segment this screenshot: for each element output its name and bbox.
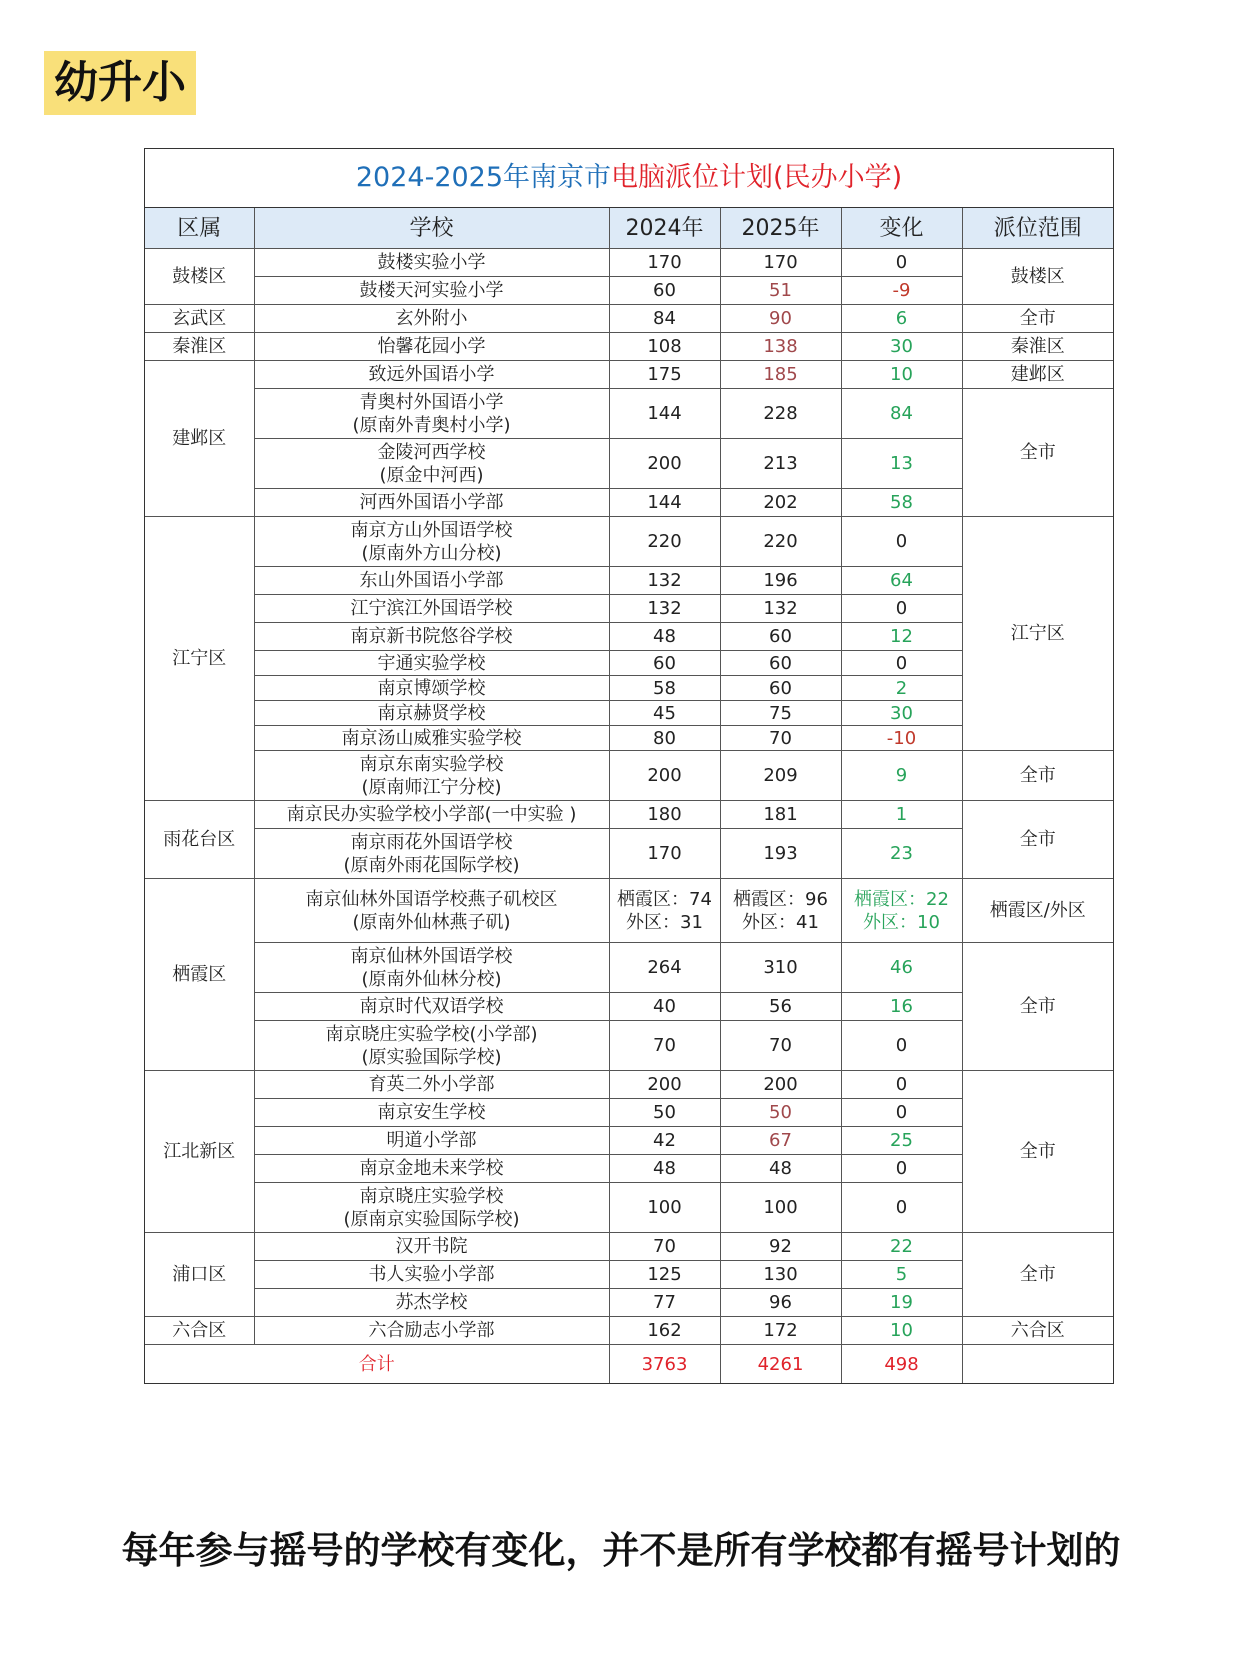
cell-line: 南京时代双语学校: [359, 996, 504, 1017]
change-cell: 64: [841, 567, 962, 595]
school-name-cell: [254, 651, 609, 676]
change-cell: 0: [841, 1071, 962, 1099]
district-cell: 江宁区: [145, 517, 254, 801]
change-cell: 19: [841, 1289, 962, 1317]
change-cell: 10: [841, 361, 962, 389]
total-2025-cell: 4261: [720, 1345, 841, 1384]
value-2025-cell: 60: [720, 623, 841, 651]
table-row: [145, 389, 1113, 439]
total-range-cell: [962, 1345, 1113, 1384]
value-2025-cell: 138: [720, 333, 841, 361]
cell-line: (原南外仙林分校): [361, 968, 502, 990]
cell-line: 南京新书院悠谷学校: [350, 626, 513, 647]
total-row: [145, 1345, 1113, 1384]
district-cell: 雨花台区: [145, 801, 254, 879]
table-row: [145, 943, 1113, 993]
school-name-cell: [254, 1127, 609, 1155]
cell-line: 南京安生学校: [377, 1102, 486, 1123]
school-name-cell: [254, 1289, 609, 1317]
value-2024-cell: 132: [609, 595, 720, 623]
school-name-cell: [254, 489, 609, 517]
change-cell: 0: [841, 1021, 962, 1071]
school-name-cell: [254, 1071, 609, 1099]
value-2024-cell: 144: [609, 489, 720, 517]
header-2025: 2025年: [720, 208, 841, 249]
table-body: [145, 249, 1113, 1384]
cell-line: 河西外国语小学部: [359, 492, 504, 513]
school-name-cell: [254, 1099, 609, 1127]
cell-line: 外区：41: [742, 911, 819, 933]
value-2024-cell: 200: [609, 439, 720, 489]
school-name-cell: [254, 1155, 609, 1183]
change-cell: 12: [841, 623, 962, 651]
value-2024-cell: 108: [609, 333, 720, 361]
table-row: [145, 361, 1113, 389]
change-cell: 30: [841, 333, 962, 361]
change-cell: 16: [841, 993, 962, 1021]
range-cell: 全市: [962, 943, 1113, 1071]
range-cell: 鼓楼区: [962, 249, 1113, 305]
school-name-cell: [254, 726, 609, 751]
value-2025-cell: 96: [720, 1289, 841, 1317]
cell-line: 青奥村外国语小学: [359, 391, 504, 413]
header-school: 学校: [254, 208, 609, 249]
cell-line: 南京汤山威雅实验学校: [341, 727, 522, 749]
cell-line: 南京民办实验学校小学部(一中实验 ): [286, 804, 577, 825]
value-2025-cell: 213: [720, 439, 841, 489]
table-row: [145, 1317, 1113, 1345]
value-2025-cell: 51: [720, 277, 841, 305]
table-row: [145, 517, 1113, 567]
value-2024-cell: 132: [609, 567, 720, 595]
value-2025-cell: 48: [720, 1155, 841, 1183]
value-2024-cell: [609, 879, 720, 943]
change-cell: 58: [841, 489, 962, 517]
cell-line: 汉开书院: [395, 1236, 468, 1257]
district-cell: 秦淮区: [145, 333, 254, 361]
cell-line: (原南外仙林燕子矶): [352, 911, 511, 933]
value-2025-cell: 185: [720, 361, 841, 389]
cell-line: 怡馨花园小学: [377, 336, 486, 357]
total-label-cell: 合计: [145, 1345, 609, 1384]
range-cell: 建邺区: [962, 361, 1113, 389]
value-2025-cell: 67: [720, 1127, 841, 1155]
value-2025-cell: 100: [720, 1183, 841, 1233]
value-2024-cell: 48: [609, 1155, 720, 1183]
cell-line: (原南京实验国际学校): [343, 1208, 520, 1230]
district-cell: 鼓楼区: [145, 249, 254, 305]
footer-note: 每年参与摇号的学校有变化，并不是所有学校都有摇号计划的: [121, 1529, 1121, 1572]
school-name-cell: [254, 1317, 609, 1345]
value-2024-cell: 40: [609, 993, 720, 1021]
value-2024-cell: 170: [609, 249, 720, 277]
cell-line: 明道小学部: [386, 1130, 477, 1151]
value-2025-cell: 228: [720, 389, 841, 439]
range-cell: 秦淮区: [962, 333, 1113, 361]
change-cell: 0: [841, 1155, 962, 1183]
cell-line: 栖霞区：96: [733, 888, 828, 910]
change-cell: 1: [841, 801, 962, 829]
range-cell: 全市: [962, 1071, 1113, 1233]
allocation-table-card: [144, 148, 1114, 1384]
school-name-cell: [254, 701, 609, 726]
header-district: 区属: [145, 208, 254, 249]
cell-line: (原金中河西): [379, 464, 484, 486]
cell-line: (原南师江宁分校): [361, 776, 502, 798]
cell-line: 南京东南实验学校: [359, 753, 504, 775]
change-cell: 23: [841, 829, 962, 879]
change-cell: 0: [841, 651, 962, 676]
cell-line: (原南外青奥村小学): [352, 414, 511, 436]
cell-line: 南京晓庄实验学校: [359, 1185, 504, 1207]
school-name-cell: [254, 517, 609, 567]
school-name-cell: [254, 993, 609, 1021]
value-2024-cell: 144: [609, 389, 720, 439]
change-cell: -10: [841, 726, 962, 751]
cell-line: (原南外雨花国际学校): [343, 854, 520, 876]
school-name-cell: [254, 623, 609, 651]
value-2025-cell: 56: [720, 993, 841, 1021]
value-2025-cell: 75: [720, 701, 841, 726]
school-name-cell: [254, 249, 609, 277]
value-2024-cell: 60: [609, 651, 720, 676]
school-name-cell: [254, 277, 609, 305]
value-2025-cell: 172: [720, 1317, 841, 1345]
range-cell: 栖霞区/外区: [962, 879, 1113, 943]
value-2024-cell: 100: [609, 1183, 720, 1233]
range-cell: 全市: [962, 1233, 1113, 1317]
cell-line: (原南外方山分校): [361, 542, 502, 564]
table-row: [145, 751, 1113, 801]
change-cell: 84: [841, 389, 962, 439]
value-2025-cell: 220: [720, 517, 841, 567]
change-cell: 13: [841, 439, 962, 489]
total-change-cell: 498: [841, 1345, 962, 1384]
change-cell: 0: [841, 595, 962, 623]
cell-line: 金陵河西学校: [377, 441, 486, 463]
change-cell: 30: [841, 701, 962, 726]
value-2024-cell: 70: [609, 1021, 720, 1071]
school-name-cell: [254, 801, 609, 829]
value-2025-cell: 196: [720, 567, 841, 595]
value-2024-cell: 200: [609, 751, 720, 801]
range-cell: 江宁区: [962, 517, 1113, 751]
cell-line: 南京仙林外国语学校燕子矶校区: [305, 888, 558, 910]
cell-line: 鼓楼实验小学: [377, 252, 486, 273]
value-2025-cell: 130: [720, 1261, 841, 1289]
value-2024-cell: 220: [609, 517, 720, 567]
header-2024: 2024年: [609, 208, 720, 249]
cell-line: (原实验国际学校): [361, 1046, 502, 1068]
cell-line: 南京方山外国语学校: [350, 519, 513, 541]
cell-line: 南京雨花外国语学校: [350, 831, 513, 853]
school-name-cell: [254, 439, 609, 489]
value-2025-cell: 132: [720, 595, 841, 623]
value-2025-cell: 170: [720, 249, 841, 277]
school-name-cell: [254, 1261, 609, 1289]
value-2024-cell: 170: [609, 829, 720, 879]
header-row: [145, 208, 1113, 249]
value-2025-cell: 92: [720, 1233, 841, 1261]
school-name-cell: [254, 879, 609, 943]
cell-line: 江宁滨江外国语学校: [350, 598, 513, 619]
change-cell: 0: [841, 249, 962, 277]
district-cell: 建邺区: [145, 361, 254, 517]
school-name-cell: [254, 676, 609, 701]
cell-line: 栖霞区：74: [617, 888, 712, 910]
district-cell: 江北新区: [145, 1071, 254, 1233]
cell-line: 南京仙林外国语学校: [350, 945, 513, 967]
value-2025-cell: [720, 879, 841, 943]
district-cell: 浦口区: [145, 1233, 254, 1317]
value-2024-cell: 42: [609, 1127, 720, 1155]
cell-line: 育英二外小学部: [368, 1074, 495, 1095]
change-cell: 22: [841, 1233, 962, 1261]
value-2024-cell: 175: [609, 361, 720, 389]
cell-line: 六合励志小学部: [368, 1320, 495, 1341]
header-change: 变化: [841, 208, 962, 249]
value-2024-cell: 60: [609, 277, 720, 305]
school-name-cell: [254, 305, 609, 333]
range-cell: 六合区: [962, 1317, 1113, 1345]
value-2025-cell: 193: [720, 829, 841, 879]
value-2025-cell: 60: [720, 651, 841, 676]
cell-line: 玄外附小: [395, 308, 468, 329]
table-row: [145, 305, 1113, 333]
value-2024-cell: 264: [609, 943, 720, 993]
table-row: [145, 801, 1113, 829]
value-2024-cell: 80: [609, 726, 720, 751]
value-2025-cell: 200: [720, 1071, 841, 1099]
change-cell: 0: [841, 1099, 962, 1127]
cell-line: 南京晓庄实验学校(小学部): [325, 1023, 538, 1045]
cell-line: 南京金地未来学校: [359, 1158, 504, 1179]
category-tag: 幼升小: [44, 51, 196, 115]
value-2025-cell: 202: [720, 489, 841, 517]
change-cell: 9: [841, 751, 962, 801]
range-cell: 全市: [962, 305, 1113, 333]
cell-line: 东山外国语小学部: [359, 570, 504, 591]
school-name-cell: [254, 1233, 609, 1261]
school-name-cell: [254, 595, 609, 623]
change-cell: 6: [841, 305, 962, 333]
school-name-cell: [254, 751, 609, 801]
district-cell: 栖霞区: [145, 879, 254, 1071]
value-2024-cell: 84: [609, 305, 720, 333]
table-row: [145, 1071, 1113, 1099]
cell-line: 南京博颂学校: [377, 677, 486, 699]
value-2025-cell: 181: [720, 801, 841, 829]
value-2024-cell: 200: [609, 1071, 720, 1099]
table-title-red: 电脑派位计划: [611, 162, 774, 193]
change-cell: 10: [841, 1317, 962, 1345]
value-2024-cell: 48: [609, 623, 720, 651]
cell-line: 宇通实验学校: [377, 652, 486, 674]
value-2025-cell: 90: [720, 305, 841, 333]
table-row: [145, 249, 1113, 277]
cell-line: 书人实验小学部: [368, 1264, 495, 1285]
value-2025-cell: 50: [720, 1099, 841, 1127]
value-2024-cell: 58: [609, 676, 720, 701]
value-2024-cell: 45: [609, 701, 720, 726]
cell-line: 南京赫贤学校: [377, 702, 486, 724]
range-cell: 全市: [962, 751, 1113, 801]
value-2024-cell: 50: [609, 1099, 720, 1127]
district-cell: 玄武区: [145, 305, 254, 333]
allocation-table: [145, 208, 1113, 1383]
cell-line: 鼓楼天河实验小学: [359, 280, 504, 301]
school-name-cell: [254, 361, 609, 389]
change-cell: 46: [841, 943, 962, 993]
value-2024-cell: 77: [609, 1289, 720, 1317]
header-range: 派位范围: [962, 208, 1113, 249]
value-2025-cell: 310: [720, 943, 841, 993]
school-name-cell: [254, 829, 609, 879]
cell-line: 外区：31: [626, 911, 703, 933]
change-cell: [841, 879, 962, 943]
school-name-cell: [254, 1183, 609, 1233]
value-2025-cell: 209: [720, 751, 841, 801]
change-cell: 0: [841, 1183, 962, 1233]
school-name-cell: [254, 333, 609, 361]
range-cell: 全市: [962, 389, 1113, 517]
table-row: [145, 1233, 1113, 1261]
value-2024-cell: 180: [609, 801, 720, 829]
cell-line: 栖霞区：22: [854, 888, 949, 910]
cell-line: 致远外国语小学: [368, 364, 495, 385]
value-2025-cell: 70: [720, 1021, 841, 1071]
school-name-cell: [254, 567, 609, 595]
change-cell: 5: [841, 1261, 962, 1289]
table-row: [145, 879, 1113, 943]
value-2024-cell: 125: [609, 1261, 720, 1289]
value-2025-cell: 70: [720, 726, 841, 751]
school-name-cell: [254, 1021, 609, 1071]
change-cell: 2: [841, 676, 962, 701]
school-name-cell: [254, 943, 609, 993]
value-2024-cell: 70: [609, 1233, 720, 1261]
school-name-cell: [254, 389, 609, 439]
district-cell: 六合区: [145, 1317, 254, 1345]
cell-line: 外区：10: [863, 911, 940, 933]
table-title-blue: 2024-2025年南京市: [355, 162, 612, 193]
range-cell: 全市: [962, 801, 1113, 879]
value-2024-cell: 162: [609, 1317, 720, 1345]
table-title: [145, 149, 1113, 208]
table-title-tail: (民办小学): [773, 162, 903, 193]
change-cell: -9: [841, 277, 962, 305]
change-cell: 0: [841, 517, 962, 567]
total-2024-cell: 3763: [609, 1345, 720, 1384]
cell-line: 苏杰学校: [395, 1292, 468, 1313]
table-row: [145, 333, 1113, 361]
value-2025-cell: 60: [720, 676, 841, 701]
change-cell: 25: [841, 1127, 962, 1155]
